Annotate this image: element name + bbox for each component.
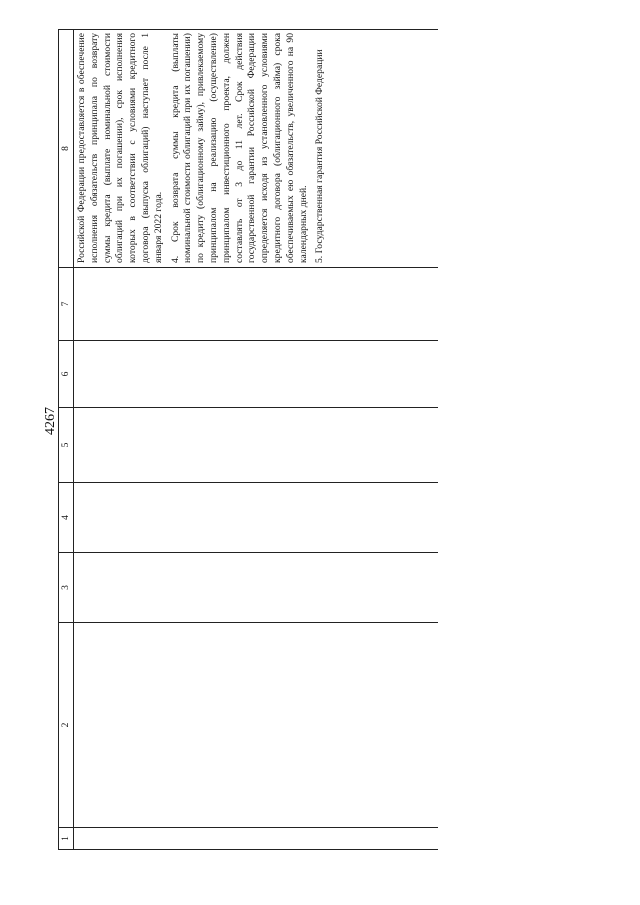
column-header-6: 6 — [59, 341, 74, 408]
column-header-1: 1 — [59, 828, 74, 850]
table-cell-col-1 — [74, 828, 439, 850]
column-header-8: 8 — [59, 30, 74, 268]
table-cell-col-7 — [74, 268, 439, 341]
column-header-3: 3 — [59, 553, 74, 623]
column-header-5: 5 — [59, 408, 74, 483]
rotated-table-container — [58, 30, 438, 850]
column-8-paragraph: 4. Срок возврата суммы кредита (выплаты номинальной стоимости облигаций при их погашении) по кредиту (облигационному займу), привлекаемому принципалом на реализацию (осуществление) принципалом инвестиционного проекта, должен составлять от 3 до 11 лет. Срок действия государственной гарантии Российской Федерации определяется исходя из установленного условиями кредитного договора (облигационного займа) срока обеспечиваемых ею обязательств, увеличенного на 90 календарных дней. — [169, 33, 309, 263]
table-header-row — [59, 30, 74, 850]
table-cell-col-5 — [74, 408, 439, 483]
column-header-4: 4 — [59, 483, 74, 553]
table-cell-col-2 — [74, 623, 439, 828]
table-cell-col-3 — [74, 553, 439, 623]
column-8-paragraph: 5. Государственная гарантия Российской Федерации — [314, 49, 326, 263]
table-cell-col-4 — [74, 483, 439, 553]
page-number: 4267 — [43, 407, 58, 435]
table-cell-col-6 — [74, 341, 439, 408]
data-table — [58, 29, 438, 850]
column-8-paragraph: Российской Федерации предоставляется в обеспечение исполнения обязательств принципала по возврату суммы кредита (выплате номинальной стоимости облигаций при их погашении), срок исполнения которых в соответствии с условиями кредитного договора (выпуска облигаций) наступает после 1 января 2022 года. — [76, 33, 164, 263]
column-header-7: 7 — [59, 268, 74, 341]
table-row — [74, 30, 439, 850]
table-cell-col-8 — [74, 30, 439, 268]
column-header-2: 2 — [59, 623, 74, 828]
